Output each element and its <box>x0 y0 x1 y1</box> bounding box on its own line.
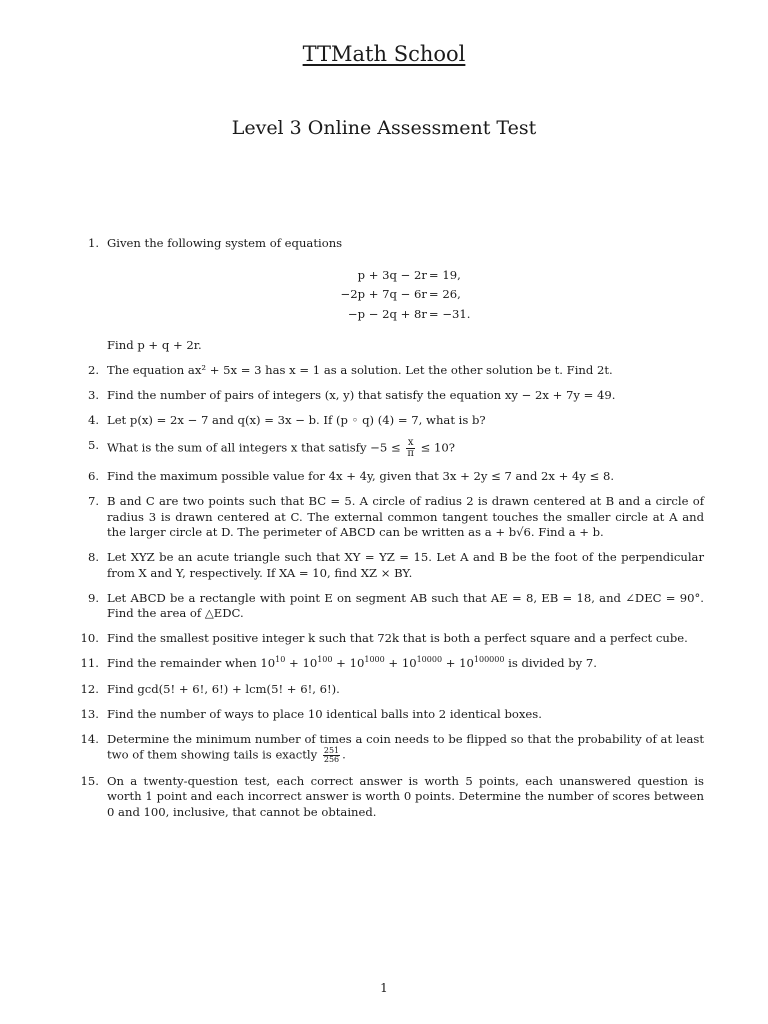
problem-text: The equation ax² + 5x = 3 has x = 1 as a solution. Let the other solution be t. Find 2t. <box>107 363 613 378</box>
equation-lhs: p + 3q − 2r <box>357 267 427 282</box>
problem-6 <box>78 469 704 485</box>
problem-9 <box>78 591 704 622</box>
equation-system <box>107 266 704 325</box>
power-exponent: 10000 <box>416 655 443 665</box>
problem-12 <box>78 682 704 698</box>
equation-lhs: −p − 2q + 8r <box>347 306 427 321</box>
problem-text: Find the number of pairs of integers (x, y) that satisfy the equation xy − 2x + 7y = 49. <box>107 388 616 403</box>
problem-number: 11. <box>80 656 99 671</box>
problem-11: 11. Find the remainder when $10^{10} + 10^{100} + 10^{1000} + 10^{10000} + 10^{100000}$ is divided by 7. <box>78 656 704 672</box>
equation-rhs: = 19, <box>428 267 461 282</box>
problem-text: Find gcd(5! + 6!, 6!) + lcm(5! + 6!, 6!). <box>107 681 340 696</box>
page-number: 1 <box>380 981 388 995</box>
problem-4 <box>78 413 704 429</box>
problem-8 <box>78 550 704 581</box>
problem-text: Let p(x) = 2x − 7 and q(x) = 3x − b. If (p ◦ q) (4) = 7, what is b? <box>107 413 486 428</box>
problem-number: 5. <box>87 438 99 453</box>
problem-7 <box>78 494 704 541</box>
power-term <box>402 656 442 670</box>
problem-number: 1. <box>87 236 99 250</box>
equation-lhs: −2p + 7q − 6r <box>340 287 427 301</box>
problem-text: Let XYZ be an acute triangle such that XY = YZ = 15. Let A and B be the foot of the perpendicular from X and Y, respectively. If XA = 10, find XZ × BY. <box>107 550 704 580</box>
fraction <box>323 747 340 764</box>
fraction-denominator: 256 <box>323 755 340 765</box>
power-term <box>260 656 285 670</box>
fraction-numerator: x <box>407 437 414 449</box>
problem-question: Find p + q + 2r. <box>107 338 202 352</box>
power-term <box>302 656 332 670</box>
problem-text: . <box>342 747 346 762</box>
problem-15 <box>78 774 704 821</box>
problem-text: On a twenty-question test, each correct answer is worth 5 points, each unanswered question is worth 1 point and each incorrect answer is worth 0 points. Determine the number of scores between 0 and 100, inclusive, that cannot be obtained. <box>107 773 704 819</box>
problem-text: What is the sum of all integers x that satisfy −5 ≤ <box>107 440 401 455</box>
problem-text: is divided by 7. <box>508 656 597 671</box>
power-base: 10 <box>260 656 276 671</box>
problem-number: 6. <box>87 468 99 483</box>
problem-number: 12. <box>80 681 99 696</box>
test-title: Level 3 Online Assessment Test <box>231 117 537 139</box>
power-base: 10 <box>349 656 365 671</box>
problem-5 <box>78 438 704 459</box>
fraction-denominator: π <box>407 448 414 460</box>
equation-rhs: = 26, <box>428 287 461 301</box>
power-base: 10 <box>401 656 417 671</box>
problem-2 <box>78 363 704 379</box>
power-exponent: 100000 <box>473 655 505 665</box>
problem-3 <box>78 388 704 404</box>
problem-13 <box>78 707 704 723</box>
problem-number: 2. <box>87 363 99 378</box>
school-name: TTMath School <box>302 42 466 66</box>
power-term <box>350 656 385 670</box>
problem-number: 7. <box>87 494 99 509</box>
problem-text: Let ABCD be a rectangle with point E on segment AB such that AE = 8, EB = 18, and ∠DEC = 90°. Find the area of △EDC. <box>107 590 704 621</box>
power-term <box>459 656 504 670</box>
problem-14 <box>78 732 704 765</box>
problem-text: Determine the minimum number of times a coin needs to be flipped so that the probability of at least two of them showing tails is exactly <box>107 731 704 762</box>
power-base: 10 <box>459 656 474 671</box>
problem-text: ≤ 10? <box>420 440 456 455</box>
problem-number: 9. <box>87 590 99 605</box>
problem-text: Given the following system of equations <box>107 236 343 250</box>
problem-text: Find the maximum possible value for 4x + 4y, given that 3x + 2y ≤ 7 and 2x + 4y ≤ 8. <box>107 468 615 483</box>
fraction <box>406 438 415 459</box>
problem-number: 15. <box>80 773 99 788</box>
problem-text: B and C are two points such that BC = 5. A circle of radius 2 is drawn centered at B and a circle of radius 3 is drawn centered at C. The external common tangent touches the smaller circle at A and the larger circle at D. The perimeter of ABCD can be written as a + b√6. Find a + b. <box>107 494 704 540</box>
problem-list <box>78 236 704 830</box>
problem-number: 4. <box>87 413 99 428</box>
problem-text: Find the remainder when <box>107 656 257 671</box>
fraction-numerator: 251 <box>323 746 340 756</box>
problem-text: Find the number of ways to place 10 identical balls into 2 identical boxes. <box>107 706 542 721</box>
problem-10 <box>78 631 704 647</box>
problem-number: 3. <box>87 388 99 403</box>
problem-number: 13. <box>80 706 99 721</box>
problem-1 <box>78 236 704 354</box>
problem-text: Find the smallest positive integer k such that 72k that is both a perfect square and a perfect cube. <box>107 631 688 646</box>
power-exponent: 100 <box>317 655 333 665</box>
power-exponent: 10 <box>275 655 286 665</box>
power-base: 10 <box>302 656 318 671</box>
power-exponent: 1000 <box>364 655 385 665</box>
problem-number: 8. <box>87 550 99 565</box>
equation-rhs: = −31. <box>428 306 471 321</box>
problem-number: 14. <box>80 731 99 746</box>
problem-number: 10. <box>80 631 99 646</box>
